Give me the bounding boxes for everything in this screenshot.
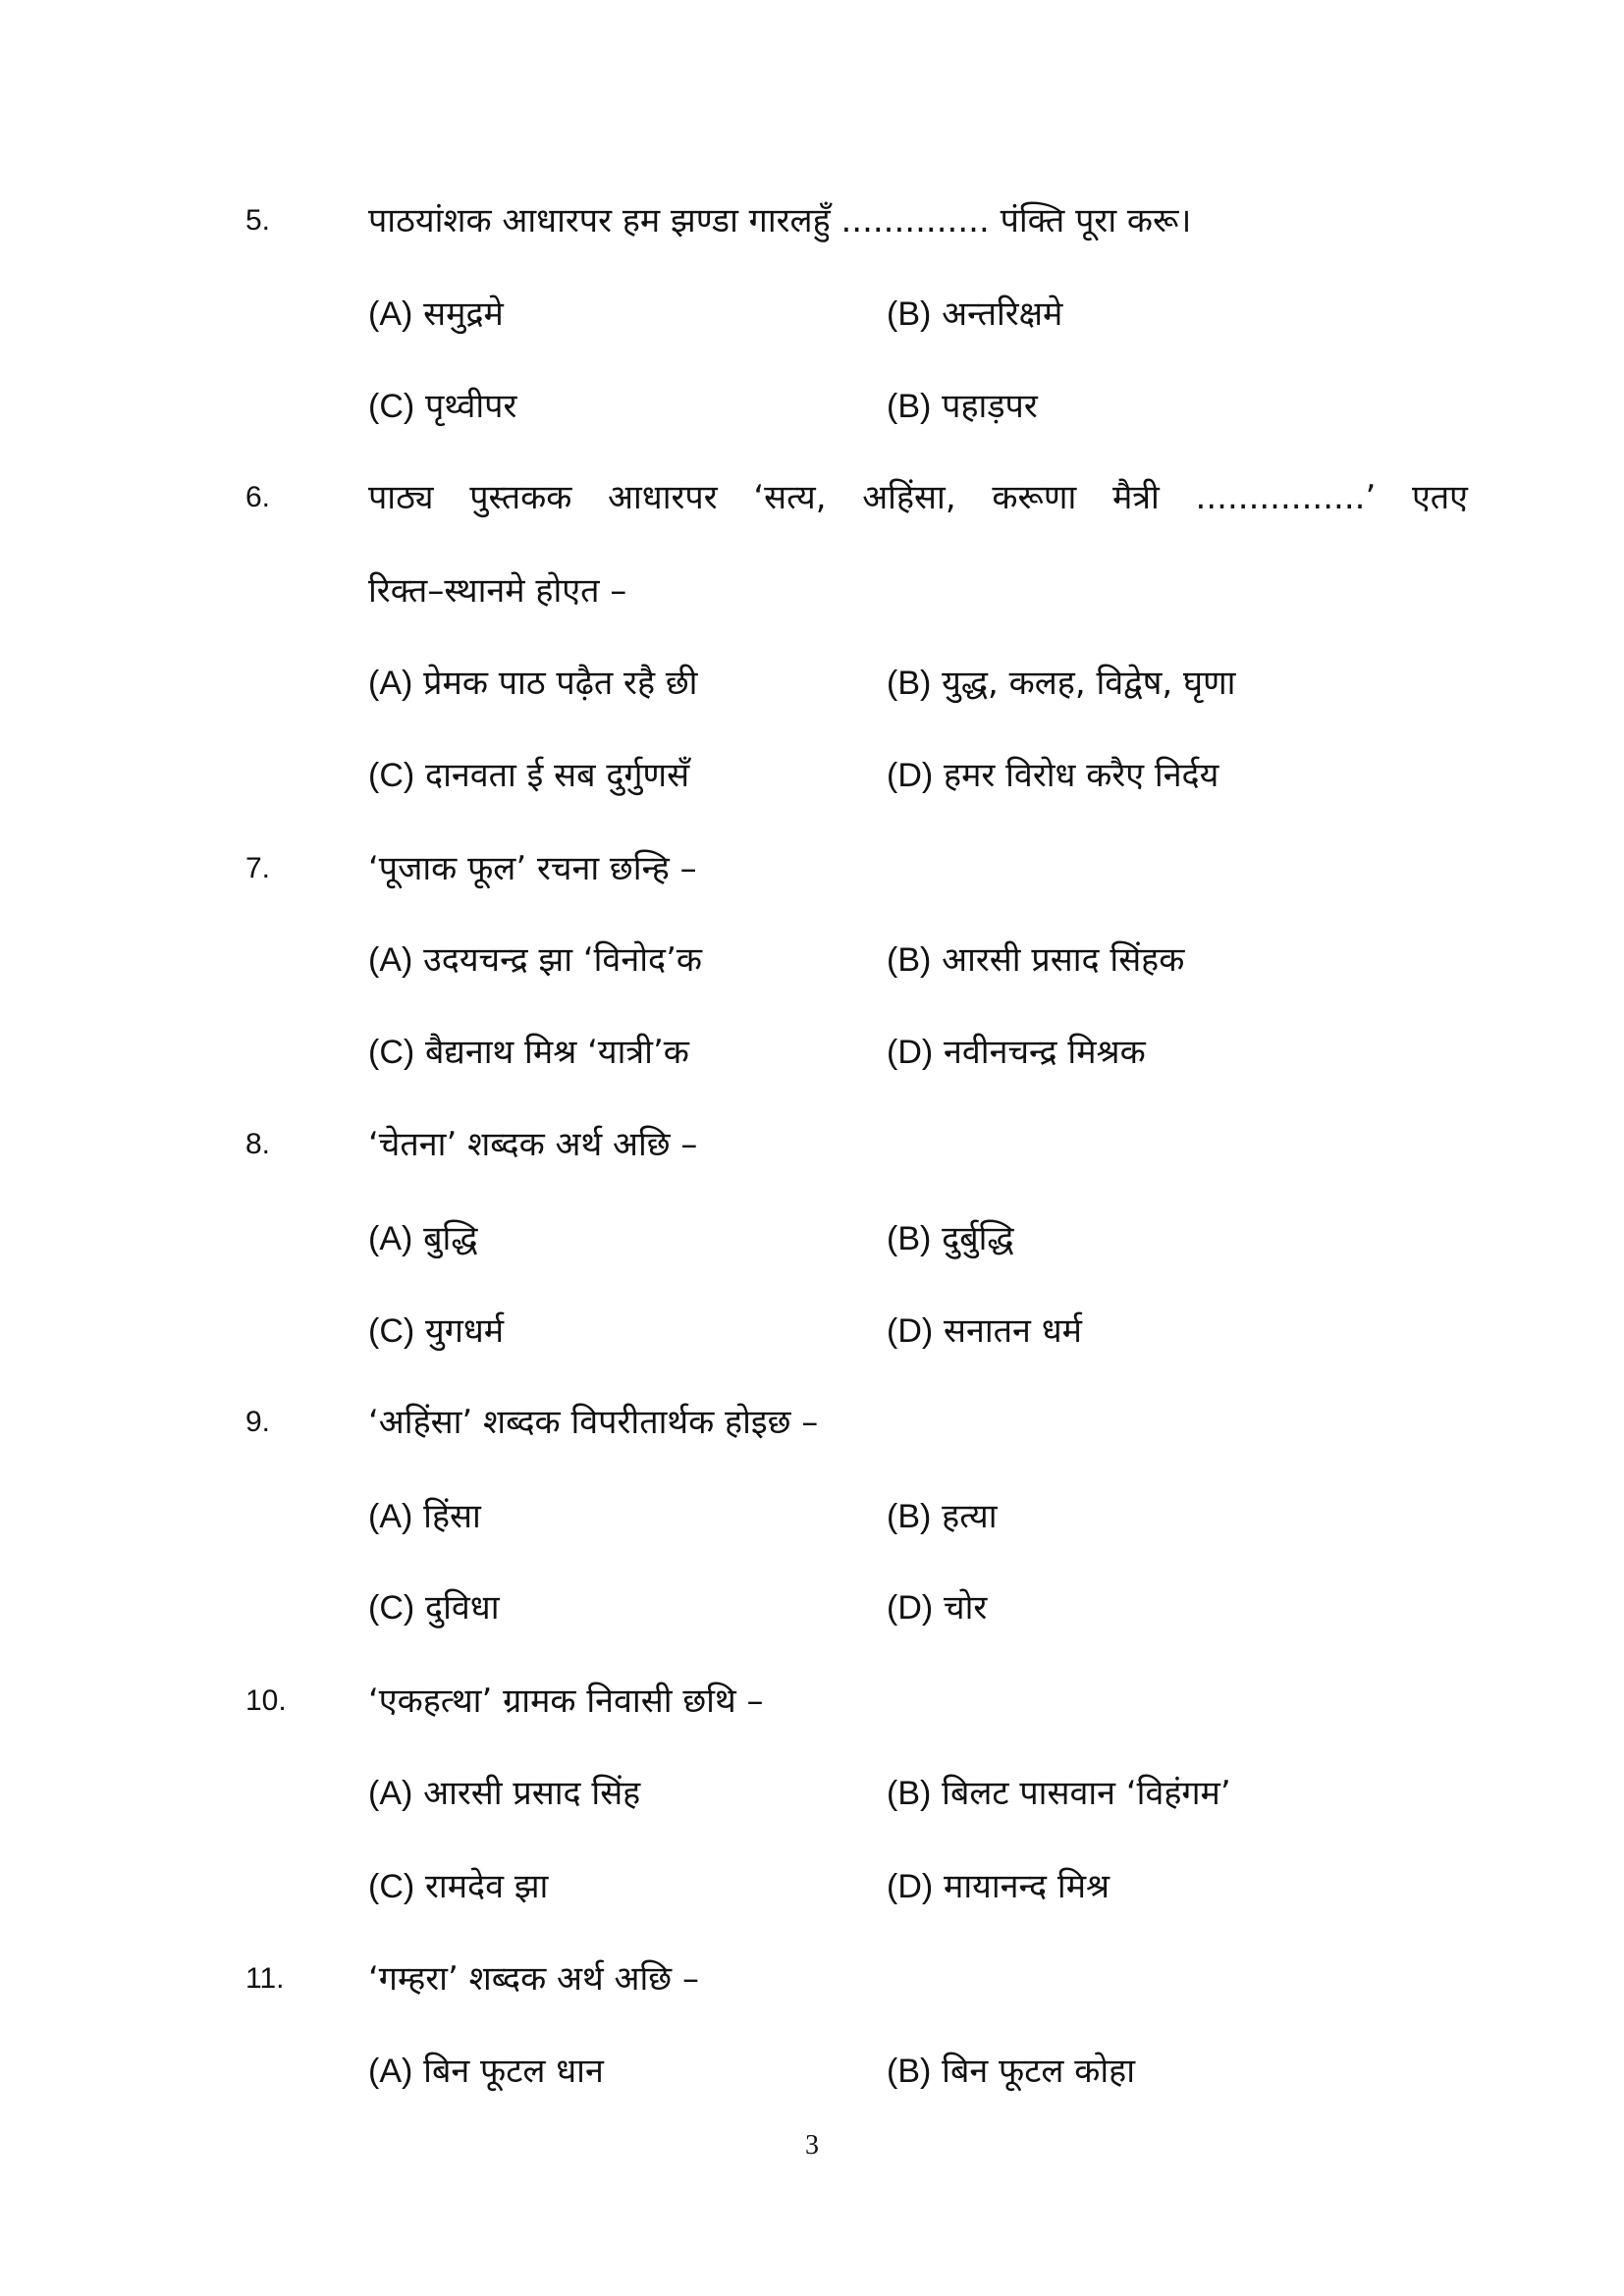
question-text: ‘चेतना’ शब्दक अर्थ अछि – bbox=[368, 1125, 698, 1164]
question-number: 11. bbox=[245, 1962, 285, 1995]
option-c: (C) पृथ्वीपर bbox=[368, 387, 517, 426]
option-a: (A) समुद्रमे bbox=[368, 294, 504, 334]
question-text: ‘पूजाक फूल’ रचना छन्हि – bbox=[368, 849, 697, 888]
option-a: (A) प्रेमक पाठ पढ़ैत रहै छी bbox=[368, 664, 698, 703]
option-d: (D) हमर विरोध करैए निर्दय bbox=[887, 756, 1219, 795]
option-a: (A) हिंसा bbox=[368, 1497, 481, 1536]
option-c: (C) दुविधा bbox=[368, 1588, 500, 1628]
option-b: (B) बिन फूटल कोहा bbox=[887, 2052, 1136, 2091]
question-number: 9. bbox=[245, 1406, 271, 1438]
question-number: 5. bbox=[245, 204, 271, 237]
question-text: ‘गम्हरा’ शब्दक अर्थ अछि – bbox=[368, 1959, 699, 1999]
option-b: (B) युद्ध, कलह, विद्वेष, घृणा bbox=[887, 664, 1236, 703]
option-b: (B) अन्तरिक्षमे bbox=[887, 294, 1063, 334]
option-a: (A) उदयचन्द्र झा ‘विनोद’क bbox=[368, 940, 702, 980]
question-number: 10. bbox=[245, 1684, 287, 1717]
option-c: (C) दानवता ई सब दुर्गुणसँ bbox=[368, 756, 690, 795]
option-b: (B) बिलट पासवान ‘विहंगम’ bbox=[887, 1774, 1231, 1813]
option-c: (C) बैद्यनाथ मिश्र ‘यात्री’क bbox=[368, 1033, 689, 1072]
question-number: 6. bbox=[245, 481, 271, 513]
option-c: (C) युगधर्म bbox=[368, 1311, 505, 1351]
option-d: (B) पहाड़पर bbox=[887, 387, 1038, 426]
option-b: (B) आरसी प्रसाद सिंहक bbox=[887, 940, 1185, 980]
question-text: रिक्त–स्थानमे होएत – bbox=[368, 571, 627, 611]
option-b: (B) हत्या bbox=[887, 1497, 998, 1536]
option-a: (A) आरसी प्रसाद सिंह bbox=[368, 1774, 641, 1813]
question-text: ‘अहिंसा’ शब्दक विपरीतार्थक होइछ – bbox=[368, 1403, 819, 1442]
question-text: पाठ्य पुस्तकक आधारपर ‘सत्य, अहिंसा, करूणा मैत्री ................’ एतए bbox=[368, 478, 1468, 517]
question-number: 7. bbox=[245, 852, 271, 884]
option-c: (C) रामदेव झा bbox=[368, 1867, 549, 1906]
question-number: 8. bbox=[245, 1128, 271, 1160]
option-b: (B) दुर्बुद्धि bbox=[887, 1219, 1014, 1258]
option-d: (D) सनातन धर्म bbox=[887, 1311, 1082, 1351]
option-a: (A) बुद्धि bbox=[368, 1219, 478, 1258]
question-text: ‘एकहत्था’ ग्रामक निवासी छथि – bbox=[368, 1682, 764, 1721]
option-a: (A) बिन फूटल धान bbox=[368, 2052, 604, 2091]
option-d: (D) नवीनचन्द्र मिश्रक bbox=[887, 1033, 1146, 1072]
option-d: (D) चोर bbox=[887, 1588, 988, 1628]
option-d: (D) मायानन्द मिश्र bbox=[887, 1867, 1110, 1906]
page-number: 3 bbox=[805, 2130, 819, 2161]
question-text: पाठयांशक आधारपर हम झण्डा गारलहुँ .............. पंक्ति पूरा करू। bbox=[368, 201, 1192, 240]
